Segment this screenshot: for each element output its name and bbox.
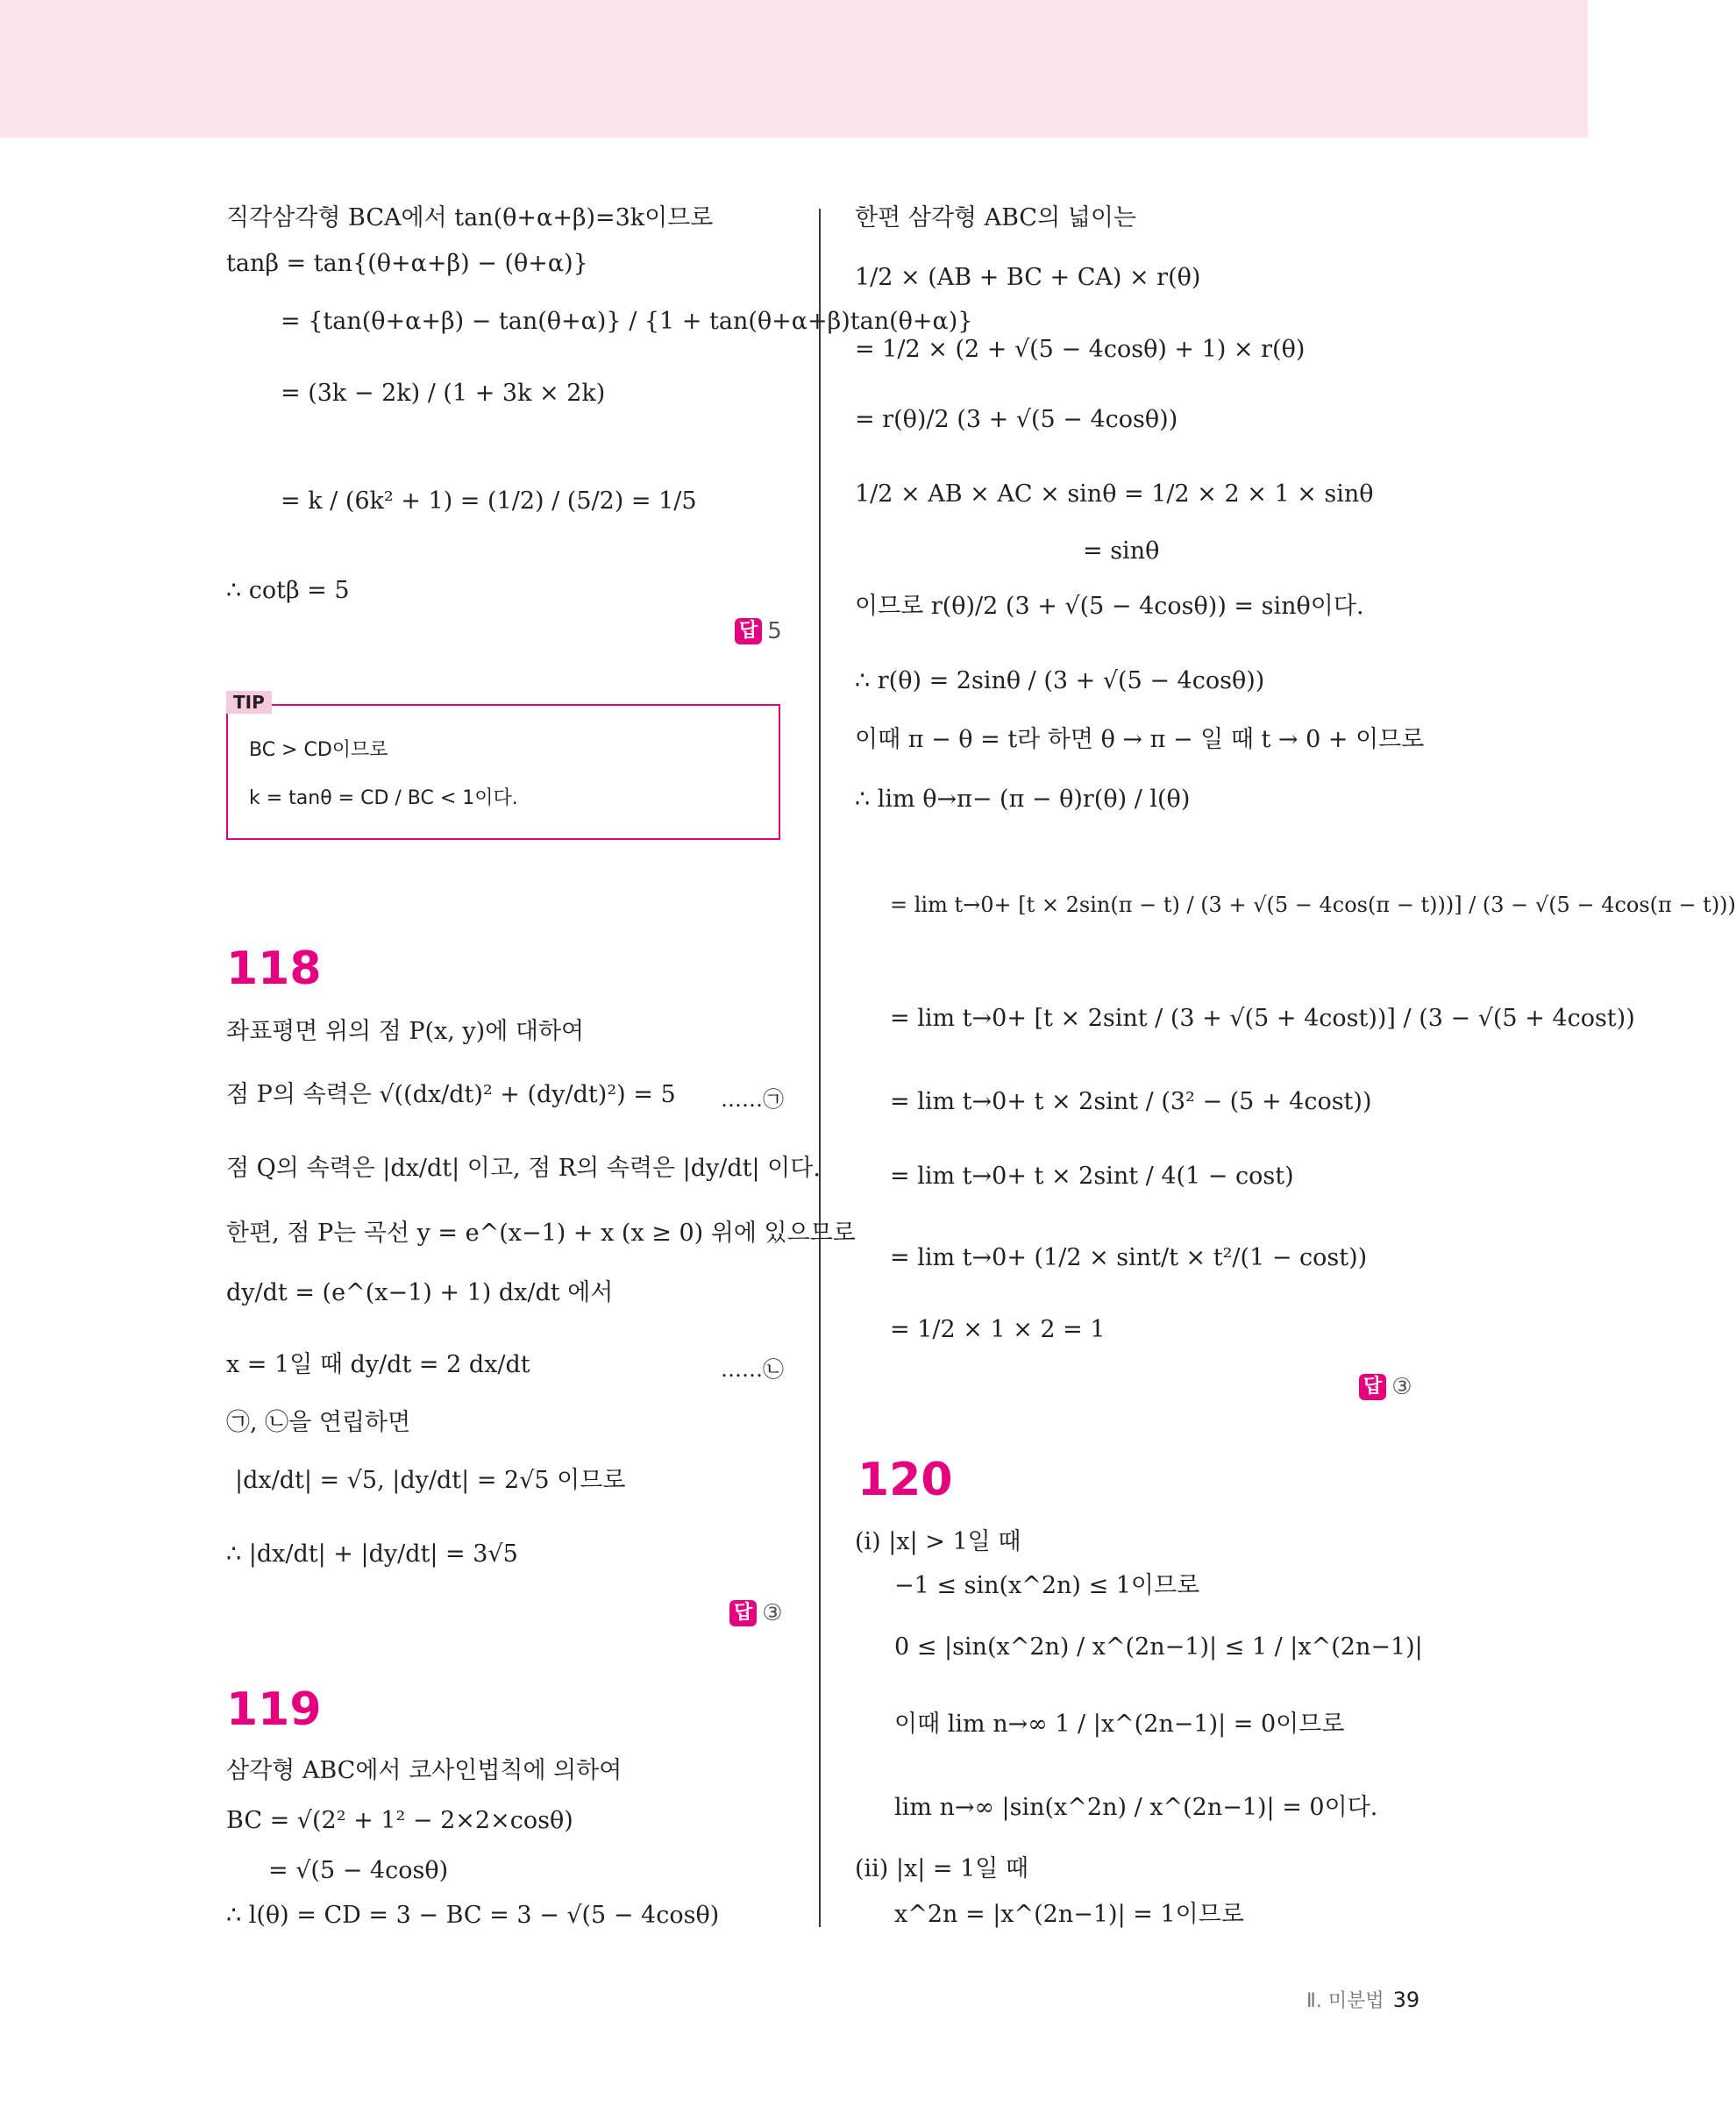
- problem-line: (i) |x| > 1일 때: [855, 1528, 1021, 1555]
- equation-mark: ……㉡: [721, 1357, 784, 1382]
- solution-line: = lim t→0+ t × 2sint / 4(1 − cost): [890, 1163, 1294, 1190]
- page-number: 39: [1392, 1988, 1420, 2012]
- solution-line: 직각삼각형 BCA에서 tan(θ+α+β)=3k이므로: [226, 204, 714, 231]
- problem-line: x = 1일 때 dy/dt = 2 dx/dt: [226, 1351, 530, 1378]
- solution-line: 한편 삼각형 ABC의 넓이는: [855, 204, 1136, 231]
- problem-line: lim n→∞ |sin(x^2n) / x^(2n−1)| = 0이다.: [894, 1794, 1378, 1821]
- problem-number: 119: [226, 1683, 322, 1736]
- answer-badge: [729, 1599, 783, 1626]
- problem-line: 0 ≤ |sin(x^2n) / x^(2n−1)| ≤ 1 / |x^(2n−1)|: [894, 1633, 1423, 1661]
- problem-line: −1 ≤ sin(x^2n) ≤ 1이므로: [894, 1572, 1200, 1599]
- solution-line: = lim t→0+ [t × 2sin(π − t) / (3 + √(5 − 4cos(π − t)))] / (3 − √(5 − 4cos(π − t))): [890, 893, 1736, 917]
- answer-value: ③: [1391, 1373, 1412, 1400]
- problem-line: x^2n = |x^(2n−1)| = 1이므로: [894, 1901, 1244, 1928]
- problem-line: 점 Q의 속력은 |dx/dt| 이고, 점 R의 속력은 |dy/dt| 이다.: [226, 1155, 821, 1182]
- tip-label: TIP: [226, 691, 272, 714]
- section-label: Ⅱ. 미분법: [1306, 1990, 1384, 2012]
- tip-box: [226, 704, 780, 840]
- answer-badge: [735, 617, 782, 644]
- problem-number: 120: [857, 1454, 953, 1506]
- problem-line: 한편, 점 P는 곡선 y = e^(x−1) + x (x ≥ 0) 위에 있으므로: [226, 1220, 856, 1247]
- top-color-band: [0, 0, 1588, 138]
- solution-line: = 1/2 × (2 + √(5 − 4cosθ) + 1) × r(θ): [855, 336, 1306, 363]
- solution-line: ∴ lim θ→π− (π − θ)r(θ) / l(θ): [855, 786, 1191, 813]
- page-footer: [1306, 1986, 1419, 2013]
- tip-line: k = tanθ = CD / BC < 1이다.: [249, 787, 518, 809]
- answer-label: 답: [729, 1600, 757, 1626]
- answer-label: 답: [735, 618, 762, 644]
- solution-line: = lim t→0+ (1/2 × sint/t × t²/(1 − cost)): [890, 1244, 1368, 1271]
- conclusion-line: ∴ l(θ) = CD = 3 − BC = 3 − √(5 − 4cosθ): [226, 1902, 720, 1929]
- solution-line: = lim t→0+ t × 2sint / (3² − (5 + 4cost)): [890, 1088, 1372, 1115]
- problem-line: 삼각형 ABC에서 코사인법칙에 의하여: [226, 1757, 623, 1784]
- solution-line: 1/2 × AB × AC × sinθ = 1/2 × 2 × 1 × sinθ: [855, 480, 1374, 508]
- solution-line: = k / (6k² + 1) = (1/2) / (5/2) = 1/5: [281, 487, 697, 515]
- problem-line: = √(5 − 4cosθ): [268, 1857, 449, 1884]
- problem-line: 점 P의 속력은 √((dx/dt)² + (dy/dt)²) = 5: [226, 1081, 676, 1108]
- answer-value: 5: [767, 617, 782, 644]
- problem-number: 118: [226, 943, 322, 995]
- solution-line: = (3k − 2k) / (1 + 3k × 2k): [281, 380, 606, 407]
- solution-line: = lim t→0+ [t × 2sint / (3 + √(5 + 4cost))] / (3 − √(5 + 4cost)): [890, 1005, 1635, 1032]
- problem-line: BC = √(2² + 1² − 2×2×cosθ): [226, 1807, 573, 1834]
- problem-line: 좌표평면 위의 점 P(x, y)에 대하여: [226, 1018, 585, 1045]
- conclusion-line: ∴ |dx/dt| + |dy/dt| = 3√5: [226, 1540, 518, 1568]
- problem-line: dy/dt = (e^(x−1) + 1) dx/dt 에서: [226, 1279, 614, 1306]
- solution-line: = 1/2 × 1 × 2 = 1: [890, 1316, 1106, 1343]
- problem-line: |dx/dt| = √5, |dy/dt| = 2√5 이므로: [235, 1467, 626, 1494]
- solution-line: 이므로 r(θ)/2 (3 + √(5 − 4cosθ)) = sinθ이다.: [855, 593, 1364, 620]
- solution-line: tanβ = tan{(θ+α+β) − (θ+α)}: [226, 250, 588, 277]
- answer-value: ③: [762, 1599, 783, 1626]
- problem-line: ㉠, ㉡을 연립하면: [226, 1409, 411, 1436]
- conclusion-line: ∴ cotβ = 5: [226, 577, 350, 604]
- solution-line: = sinθ: [1083, 537, 1160, 565]
- answer-label: 답: [1359, 1374, 1386, 1400]
- tip-line: BC > CD이므로: [249, 739, 388, 761]
- solution-line: = r(θ)/2 (3 + √(5 − 4cosθ)): [855, 406, 1178, 433]
- problem-line: 이때 lim n→∞ 1 / |x^(2n−1)| = 0이므로: [894, 1711, 1345, 1738]
- equation-mark: ……㉠: [721, 1087, 784, 1112]
- solution-line: 이때 π − θ = t라 하면 θ → π − 일 때 t → 0 + 이므로: [855, 726, 1425, 753]
- solution-line: ∴ r(θ) = 2sinθ / (3 + √(5 − 4cosθ)): [855, 667, 1265, 694]
- answer-badge: [1359, 1373, 1412, 1400]
- column-divider: [819, 209, 821, 1927]
- problem-line: (ii) |x| = 1일 때: [855, 1855, 1029, 1882]
- solution-line: 1/2 × (AB + BC + CA) × r(θ): [855, 264, 1201, 291]
- solution-line: = {tan(θ+α+β) − tan(θ+α)} / {1 + tan(θ+α+β)tan(θ+α)}: [281, 308, 973, 335]
